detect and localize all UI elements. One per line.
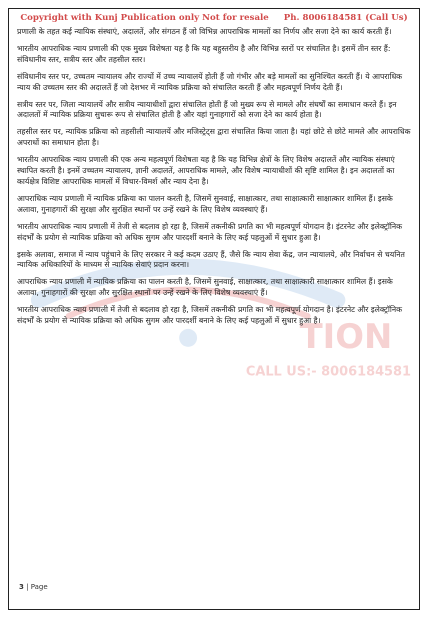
page-footer [19,583,48,591]
page-number: 3 [19,583,24,591]
paragraph-6: भारतीय आपराधिक न्याय प्रणाली की एक अन्य महत्वपूर्ण विशेषता यह है कि यह विभिन्न क्षेत्रों के लिए विशेष अदालतें और न्यायिक संस्थाएं स्थापित करती है। इनमें उच्चतम न्यायालय, ज्ञानी अदालतें, आपराधिक मामले, और विशेष न्यायाधीशों की सृष्टि शामिल है। इन अदालतों का कार्यक्षेत्र विशिष्ट आपराधिक मामलों में विचार-विमर्श और न्याय देना है। [17,155,395,186]
copyright-notice: Copyright with Kunj Publication only Not for resale [20,13,269,23]
page-frame [8,8,420,610]
contact-phone: Ph. 8006184581 (Call Us) [283,13,408,23]
watermark-call: CALL US:- 8006184581 [245,364,412,380]
paragraph-7: आपराधिक न्याय प्रणाली में न्यायिक प्रक्रिया का पालन करती है, जिसमें सुनवाई, साक्षात्कार, तथा साक्षात्कारी साक्षात्कार शामिल हैं। इसके अलावा, गुनाहगारों की सुरक्षा और सुरक्षित स्थानों पर उन्हें रखने के लिए विशेष व्यवस्थाएं हैं। [17,193,393,214]
page-label: | Page [26,583,48,591]
paragraph-9: इसके अलावा, समाज में न्याय पहुंचाने के लिए सरकार ने कई कदम उठाए हैं, जैसे कि न्याय सेवा केंद्र, जन न्यायालये, और निर्वाचन से चयनित न्यायिक अधिकारियों के माध्यम से न्यायिक सेवाएं प्रदान करना। [17,249,405,270]
paragraph-4: सत्रीय स्तर पर, जिला न्यायालयें और सत्रीय न्यायाधीशों द्वारा संचालित होती हैं जो मुख्य रूप से मामले और संघर्षों का समाधान करते हैं। इन अदालतों में न्यायिक प्रक्रिया सुचारू रूप से संचालित होती है और यहां गुनाहगारों को सजा देने का कार्य होता है। [17,99,397,120]
paragraph-8: भारतीय आपराधिक न्याय प्रणाली में तेजी से बदलाव हो रहा है, जिसमें तकनीकी प्रगति का भी महत्वपूर्ण योगदान है। इंटरनेट और इलेक्ट्रॉनिक संदर्भों के प्रयोग से न्यायिक प्रक्रिया को अधिक सुगम और पारदर्शी बनाने के लिए कई पहलुओं में सुधार हुआ है। [17,221,403,242]
paragraph-1: प्रणाली के तहत कई न्यायिक संस्थाएं, अदालतें, और संगठन हैं जो विभिन्न आपराधिक मामलों का निर्णय और सजा देने का कार्य करती हैं। [17,27,392,36]
page-body [17,27,411,333]
paragraph-2: भारतीय आपराधिक न्याय प्रणाली की एक मुख्य विशेषता यह है कि यह बहुस्तरीय है और विभिन्न स्तरों पर संचालित है। इसमें तीन स्तर हैं: संविधानीय स्तर, सत्रीय स्तर और तहसील स्तर। [17,43,391,64]
paragraph-10: आपराधिक न्याय प्रणाली में न्यायिक प्रक्रिया का पालन करती है, जिसमें सुनवाई, साक्षात्कार, तथा साक्षात्कारी साक्षात्कार शामिल हैं। इसके अलावा, गुनाहगारों की सुरक्षा और सुरक्षित स्थानों पर उन्हें रखने के लिए विशेष व्यवस्थाएं हैं। [17,277,393,298]
copyright-header [9,13,419,23]
watermark-brand: TION [299,316,393,356]
paragraph-5: तहसील स्तर पर, न्यायिक प्रक्रिया को तहसीली न्यायालयें और मजिस्ट्रेट्स द्वारा संचालित किया जाता है। यहां छोटे से छोटे मामले और आपराधिक अपराधों का समाधान होता है। [17,127,411,148]
paragraph-3: संविधानीय स्तर पर, उच्चतम न्यायालय और राज्यों में उच्च न्यायालयें होती हैं जो गंभीर और बड़े मामलों का सुनिश्चित करती हैं। ये आपराधिक न्याय की उच्चतम स्तर की अदालतें हैं जो देशभर में न्यायिक प्रक्रिया को संचालित करती हैं और महत्वपूर्ण निर्णय देती हैं। [17,71,403,92]
paragraph-11: भारतीय आपराधिक न्याय प्रणाली में तेजी से बदलाव हो रहा है, जिसमें तकनीकी प्रगति का भी महत्वपूर्ण योगदान है। इंटरनेट और इलेक्ट्रॉनिक संदर्भों के प्रयोग से न्यायिक प्रक्रिया को अधिक सुगम और पारदर्शी बनाने के लिए कई पहलुओं में सुधार हुआ है। [17,305,403,326]
